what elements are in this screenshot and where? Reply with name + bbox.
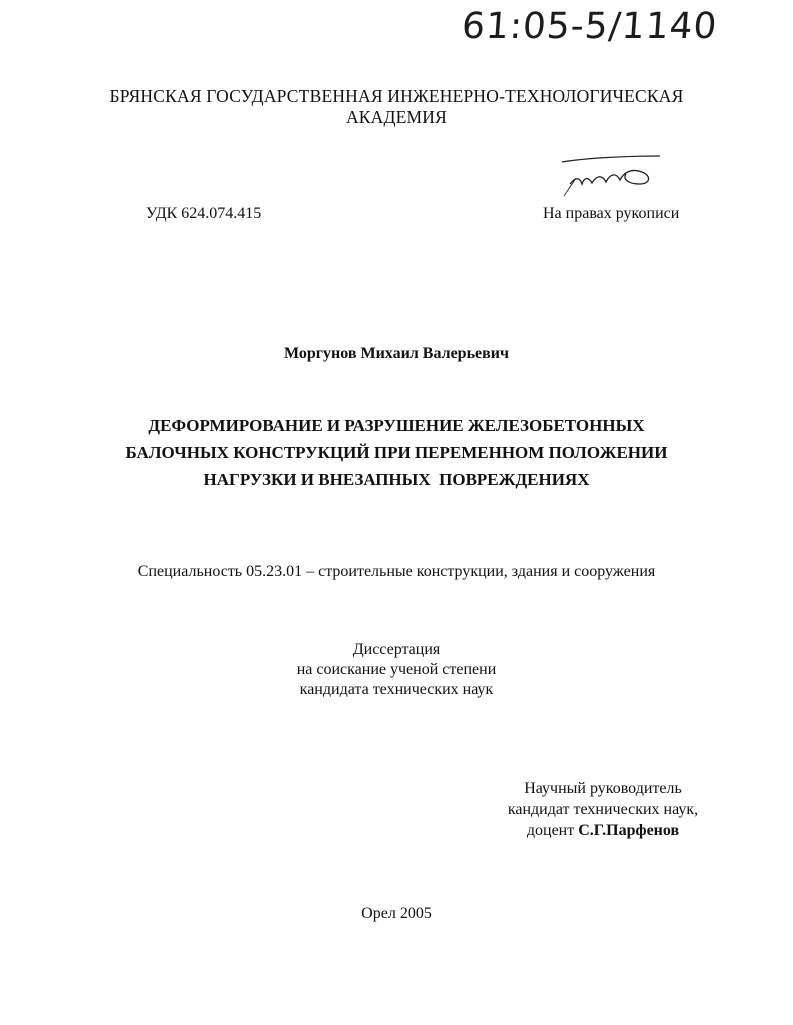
- supervisor-name: С.Г.Парфенов: [578, 822, 680, 839]
- degree-block: [0, 640, 793, 700]
- supervisor-position: доцент: [526, 822, 575, 839]
- degree-line-1: Диссертация: [352, 641, 441, 658]
- title-line-2: БАЛОЧНЫХ КОНСТРУКЦИЙ ПРИ ПЕРЕМЕННОМ ПОЛОЖЕНИИ: [125, 443, 668, 462]
- archive-code-handwritten: 61:05-5/1140: [460, 6, 719, 47]
- institution-line-2: АКАДЕМИЯ: [345, 107, 448, 127]
- signature-icon: [556, 150, 666, 200]
- supervisor-line-3: [478, 820, 728, 841]
- specialty-line: Специальность 05.23.01 – строительные конструкции, здания и сооружения: [137, 563, 656, 580]
- supervisor-line-2: кандидат технических наук,: [507, 801, 699, 818]
- city-year: Орел 2005: [361, 905, 432, 922]
- title-line-1: ДЕФОРМИРОВАНИЕ И РАЗРУШЕНИЕ ЖЕЛЕЗОБЕТОННЫХ: [148, 416, 645, 435]
- udk-code: УДК 624.074.415: [146, 205, 262, 222]
- degree-line-2: на соискание ученой степени: [296, 661, 497, 678]
- dissertation-title: [0, 412, 793, 493]
- degree-line-3: кандидата технических наук: [299, 681, 494, 698]
- author-name: Моргунов Михаил Валерьевич: [283, 345, 510, 362]
- title-line-3: НАГРУЗКИ И ВНЕЗАПНЫХ ПОВРЕЖДЕНИЯХ: [203, 470, 590, 489]
- supervisor-line-1: Научный руководитель: [524, 780, 682, 797]
- institution-line-1: БРЯНСКАЯ ГОСУДАРСТВЕННАЯ ИНЖЕНЕРНО-ТЕХНОЛОГИЧЕСКАЯ: [109, 86, 684, 106]
- supervisor-block: [478, 778, 728, 841]
- institution-name: [0, 86, 793, 128]
- rights-note: На правах рукописи: [543, 205, 680, 222]
